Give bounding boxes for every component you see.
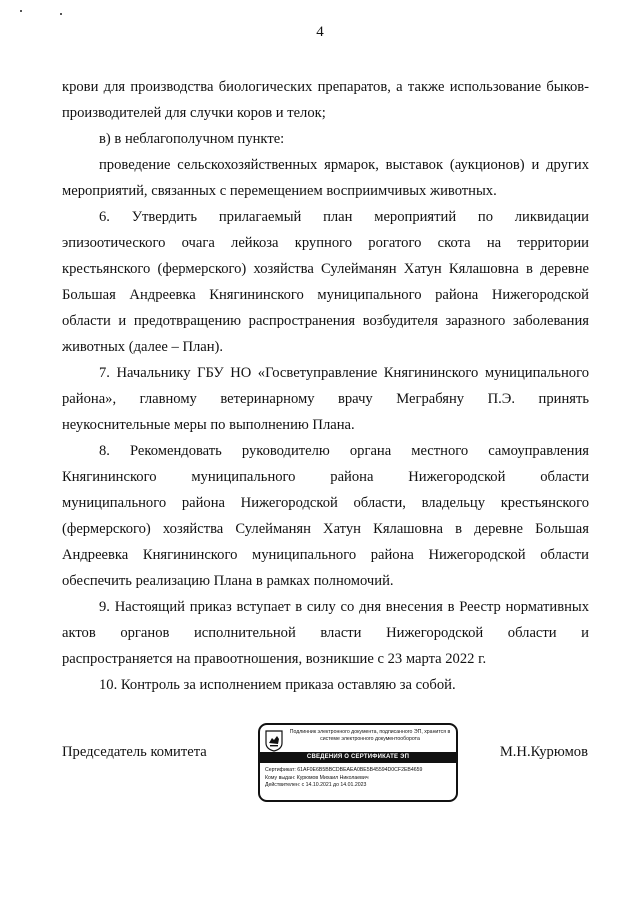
- body-line: района», главному ветеринарному врачу Меграбяну П.Э. принять: [62, 391, 589, 407]
- body-line: крови для производства биологических препаратов, а также использование быков-: [62, 79, 589, 95]
- body-line: области и предотвращению распространения возбудителя заразного заболевания: [62, 313, 589, 329]
- stamp-certificate-info: [265, 767, 453, 790]
- body-line: муниципального района Нижегородской области, владельцу крестьянского: [62, 495, 589, 511]
- stamp-header: Подлинник электронного документа, подписанного ЭП, хранится в системе электронного документооборота: [289, 729, 451, 742]
- body-line: обеспечить реализацию Плана в рамках полномочий.: [62, 573, 394, 589]
- body-line: Большая Андреевка Княгининского муниципального района Нижегородской: [62, 287, 589, 303]
- body-line: 8. Рекомендовать руководителю органа местного самоуправления: [99, 443, 589, 459]
- body-line: (фермерского) хозяйства Сулейманян Хатун Кялашовна в деревне Большая: [62, 521, 589, 537]
- body-line: Княгининского муниципального района Нижегородской области: [62, 469, 589, 485]
- signatory-name: М.Н.Курюмов: [499, 744, 588, 760]
- body-line: 10. Контроль за исполнением приказа оставляю за собой.: [99, 677, 456, 693]
- body-line: 9. Настоящий приказ вступает в силу со дня внесения в Реестр нормативных: [99, 599, 589, 615]
- page-number: 4: [316, 24, 324, 40]
- body-line: Андреевка Княгининского муниципального района Нижегородской области: [62, 547, 589, 563]
- electronic-signature-stamp: [258, 723, 458, 802]
- body-line: проведение сельскохозяйственных ярмарок, выставок (аукционов) и других: [99, 157, 589, 173]
- stamp-owner-row: Кому выдан: Курюмов Михаил Николаевич: [265, 774, 369, 781]
- body-line: эпизоотического очага лейкоза крупного рогатого скота на территории: [62, 235, 589, 251]
- stamp-validity-row: Действителен: с 14.10.2021 до 14.01.2023: [265, 782, 367, 788]
- body-line: 7. Начальнику ГБУ НО «Госветуправление Княгининского муниципального: [99, 365, 589, 381]
- body-line: крестьянского (фермерского) хозяйства Сулейманян Хатун Кялашовна в деревне: [62, 261, 589, 277]
- nizhny-novgorod-emblem-icon: [265, 730, 283, 752]
- body-line: 6. Утвердить прилагаемый план мероприятий по ликвидации: [99, 209, 589, 225]
- signatory-position: Председатель комитета: [62, 744, 207, 760]
- body-line: в) в неблагополучном пункте:: [99, 131, 285, 147]
- body-line: распространяется на правоотношения, возникшие с 23 марта 2022 г.: [62, 651, 487, 667]
- document-body: [62, 74, 589, 698]
- stamp-title: СВЕДЕНИЯ О СЕРТИФИКАТЕ ЭП: [260, 752, 456, 763]
- body-line: мероприятий, связанных с перемещением восприимчивых животных.: [62, 183, 497, 199]
- scan-speck: [20, 10, 22, 12]
- scan-speck: [60, 13, 62, 15]
- body-line: животных (далее – План).: [62, 339, 224, 355]
- body-line: неукоснительные меры по выполнению Плана.: [62, 417, 355, 433]
- stamp-certificate-row: Сертификат: 61AF0E6B5BBCDBEAEA0BE5B45594D0CF2EB4659: [265, 767, 423, 773]
- body-line: производителей для случки коров и телок;: [62, 105, 326, 121]
- body-line: актов органов исполнительной власти Нижегородской области и: [62, 625, 589, 641]
